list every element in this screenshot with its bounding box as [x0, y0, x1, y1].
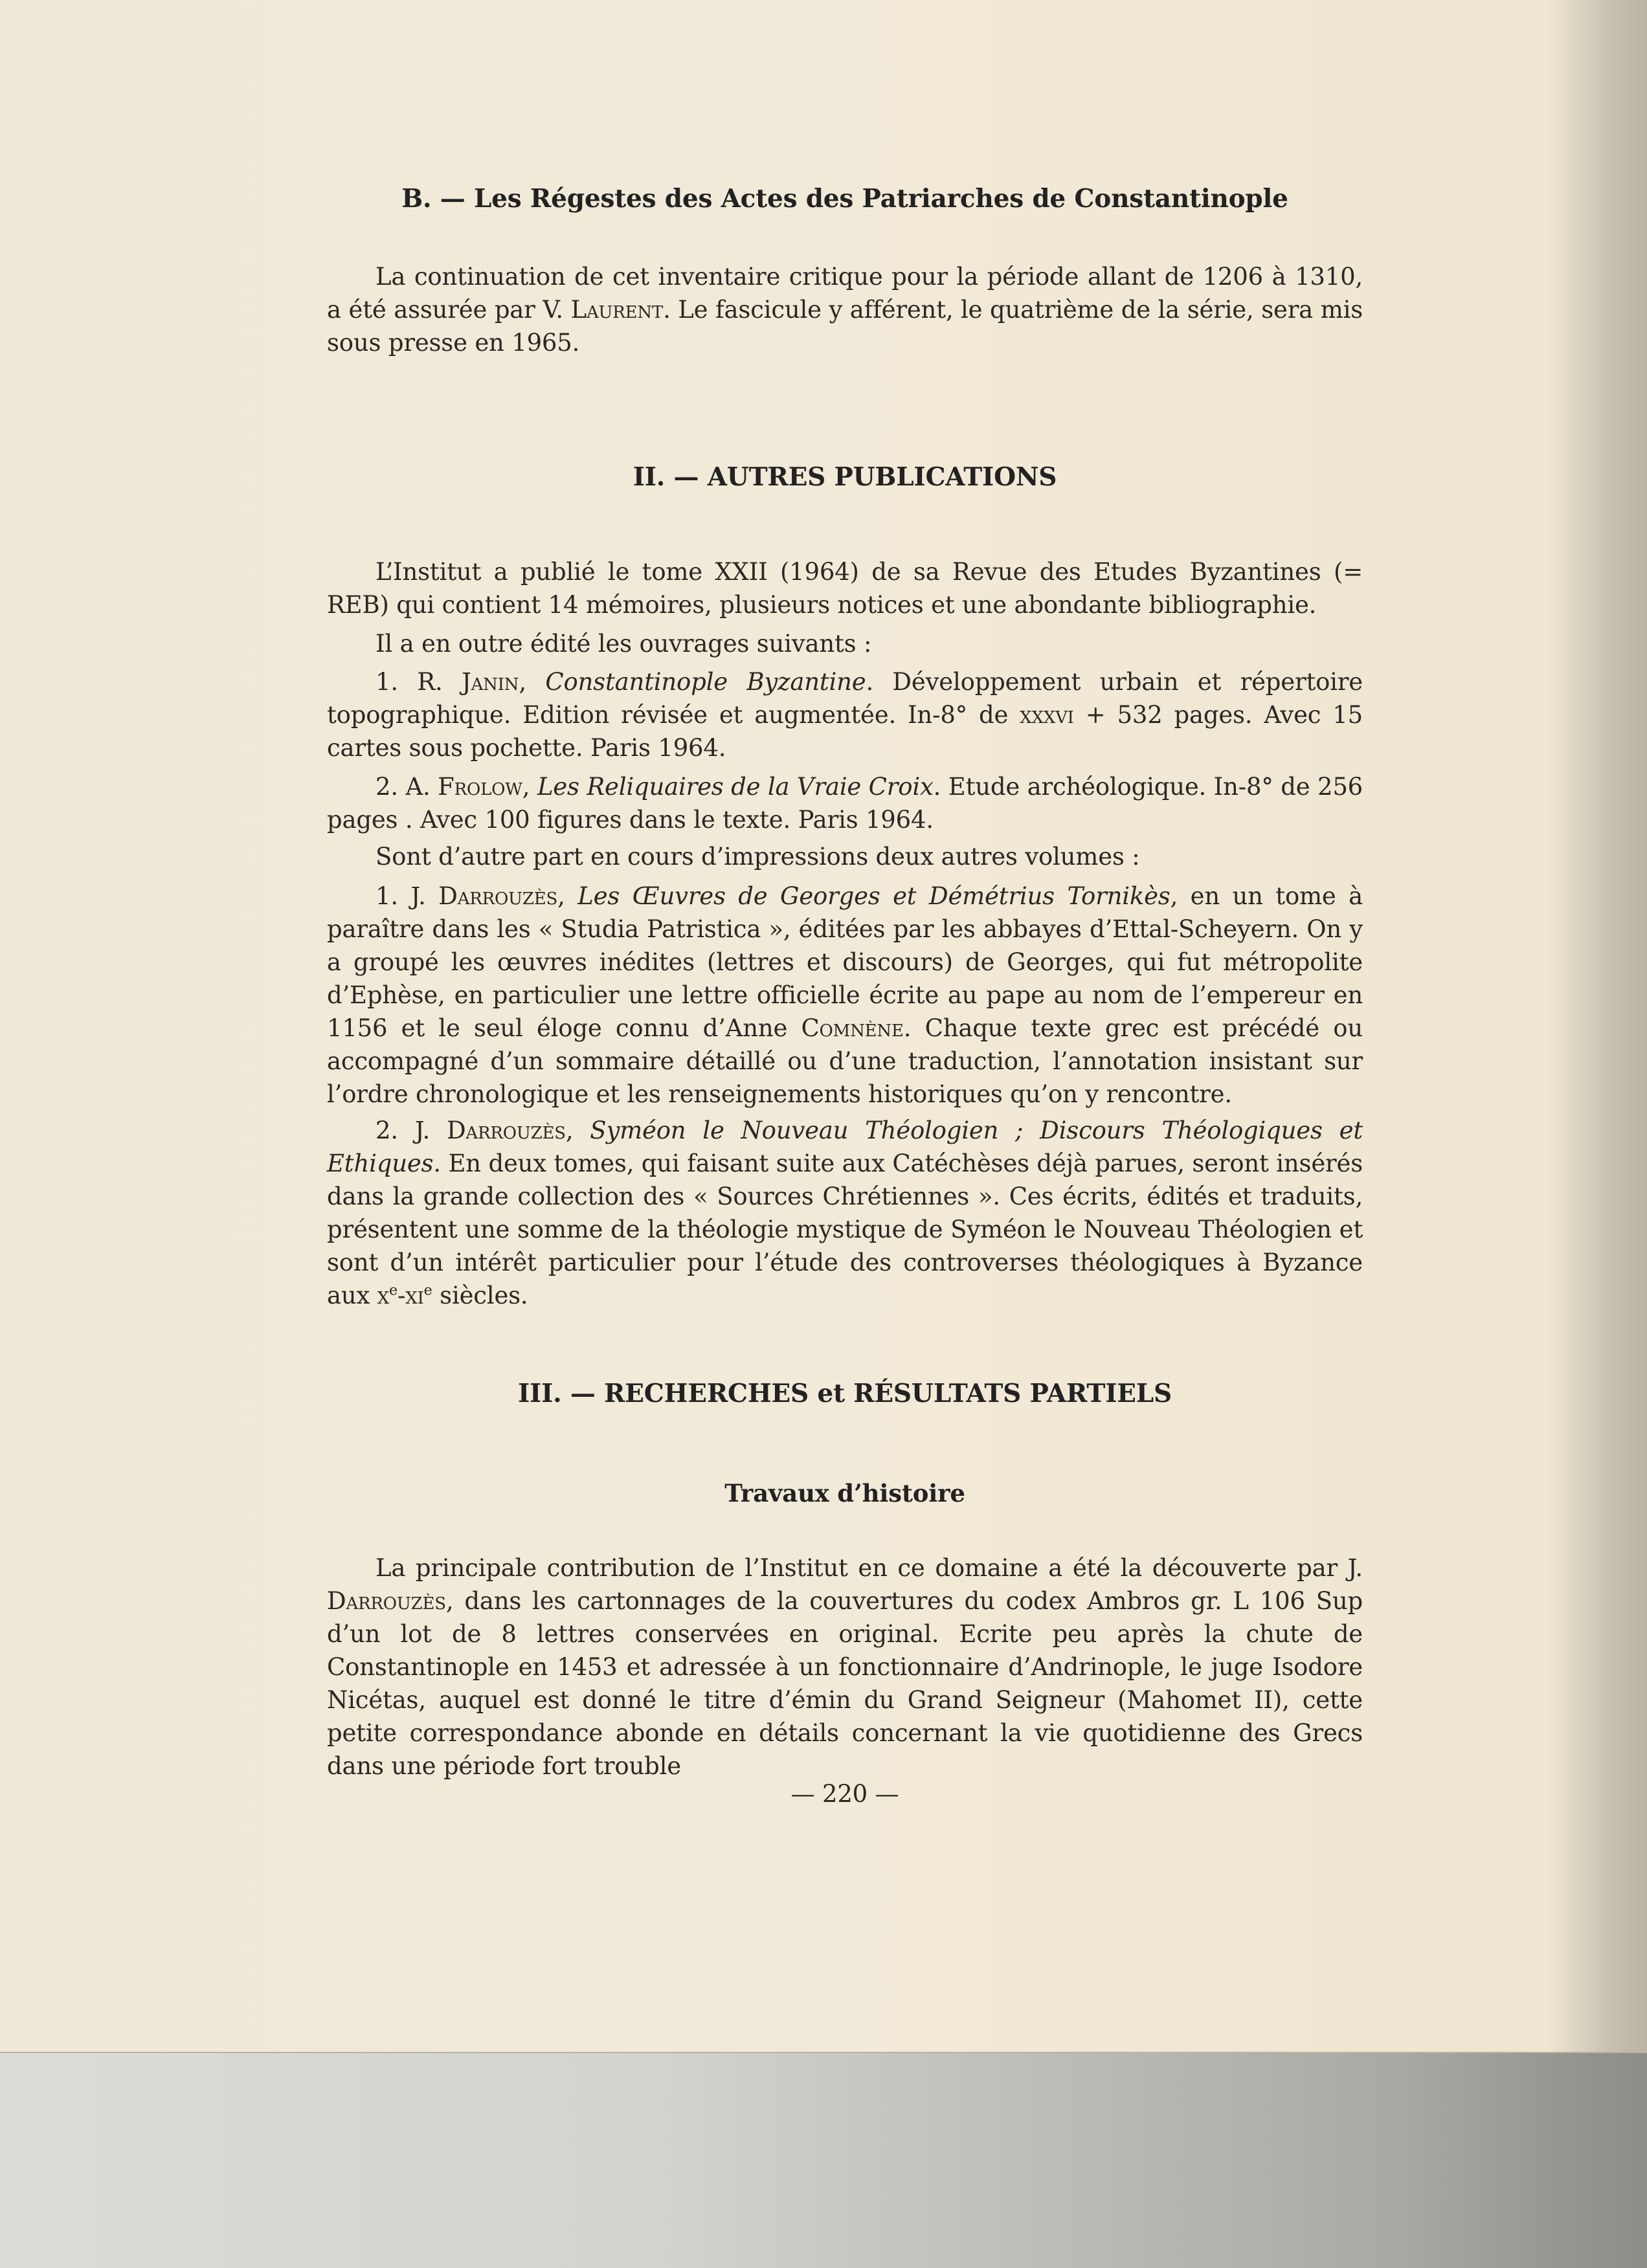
- section-ii-heading: II. — AUTRES PUBLICATIONS: [633, 462, 1057, 492]
- author-name: Darrouzès: [438, 882, 558, 910]
- in-press-work-item: 2. J. Darrouzès, Syméon le Nouveau Théologien ; Discours Théologiques et Ethiques. En deux tomes, qui faisant suite aux Catéchèses déjà parues, seront insérés dans la grande collection des « Sources Chrétiennes ». Ces écrits, édités et traduits, présentent une somme de la théologie mystique de Syméon le Nouveau Théologien et sont d’un intérêt particulier pour l’étude des controverses théologiques à Byzance aux $x^e-xi^e$ siècles.: [327, 1117, 1363, 1309]
- work-title: Les Œuvres de Georges et Démétrius Tornikès: [577, 882, 1171, 910]
- section-ii-edited-intro: Il a en outre édité les ouvrages suivants :: [375, 630, 872, 658]
- section-iii-heading: III. — RECHERCHES et RÉSULTATS PARTIELS: [518, 1379, 1172, 1408]
- author-name: Darrouzès: [327, 1587, 446, 1615]
- work-title: Les Reliquaires de la Vraie Croix: [537, 773, 934, 801]
- work-title: Constantinople Byzantine: [545, 668, 866, 696]
- in-press-work-item: 1. J. Darrouzès, Les Œuvres de Georges et Démétrius Tornikès, en un tome à paraître dans les « Studia Patristica », éditées par les abbayes d’Ettal-Scheyern. On y a groupé les œuvres inédites (lettres et discours) de Georges, qui fut métropolite d’Ephèse, en particulier une lettre officielle écrite au pape au nom de l’empereur en 1156 et le seul éloge connu d’Anne Comnène. Chaque texte grec est précédé ou accompagné d’un sommaire détaillé ou d’une traduction, l’annotation insistant sur l’ordre chronologique et les renseignements historiques qu’on y rencontre.: [327, 882, 1363, 1108]
- author-name: Laurent: [570, 296, 664, 324]
- author-name: Darrouzès: [446, 1117, 566, 1144]
- author-name: Janin: [461, 668, 519, 696]
- subsection-heading: Travaux d’histoire: [724, 1479, 965, 1507]
- section-b-paragraph: La continuation de cet inventaire critique pour la période allant de 1206 à 1310, a été assurée par V. Laurent. Le fascicule y afférent, le quatrième de la série, sera mis sous presse en 1965.: [327, 263, 1363, 357]
- work-title: Syméon le Nouveau Théologien ; Discours Théologiques et Ethiques: [327, 1117, 1363, 1177]
- section-ii-intro: L’Institut a publié le tome XXII (1964) de sa Revue des Etudes Byzantines (= REB) qui contient 14 mémoires, plusieurs notices et une abondante bibliographie.: [327, 558, 1363, 619]
- published-work-item: 2. A. Frolow, Les Reliquaires de la Vraie Croix. Etude archéologique. In-8° de 256 pages . Avec 100 figures dans le texte. Paris 1964.: [327, 773, 1363, 834]
- in-press-intro: Sont d’autre part en cours d’impressions deux autres volumes :: [375, 843, 1140, 871]
- section-b-heading: B. — Les Régestes des Actes des Patriarches de Constantinople: [401, 184, 1288, 214]
- author-name: Frolow: [438, 773, 522, 801]
- page-number: — 220 —: [790, 1780, 899, 1808]
- section-iii-paragraph: La principale contribution de l’Institut en ce domaine a été la découverte par J. Darrouzès, dans les cartonnages de la couvertures du codex Ambros gr. L 106 Sup d’un lot de 8 lettres conservées en original. Ecrite peu après la chute de Constantinople en 1453 et adressée à un fonctionnaire d’Andrinople, le juge Isodore Nicétas, auquel est donné le titre d’émin du Grand Seigneur (Mahomet II), cette petite correspondance abonde en détails concernant la vie quotidienne des Grecs dans une période fort trouble: [327, 1554, 1363, 1780]
- person-name: Comnène: [801, 1014, 904, 1042]
- published-work-item: 1. R. Janin, Constantinople Byzantine. Développement urbain et répertoire topographique. Edition révisée et augmentée. In-8° de xxxvi + 532 pages. Avec 15 cartes sous pochette. Paris 1964.: [327, 668, 1363, 762]
